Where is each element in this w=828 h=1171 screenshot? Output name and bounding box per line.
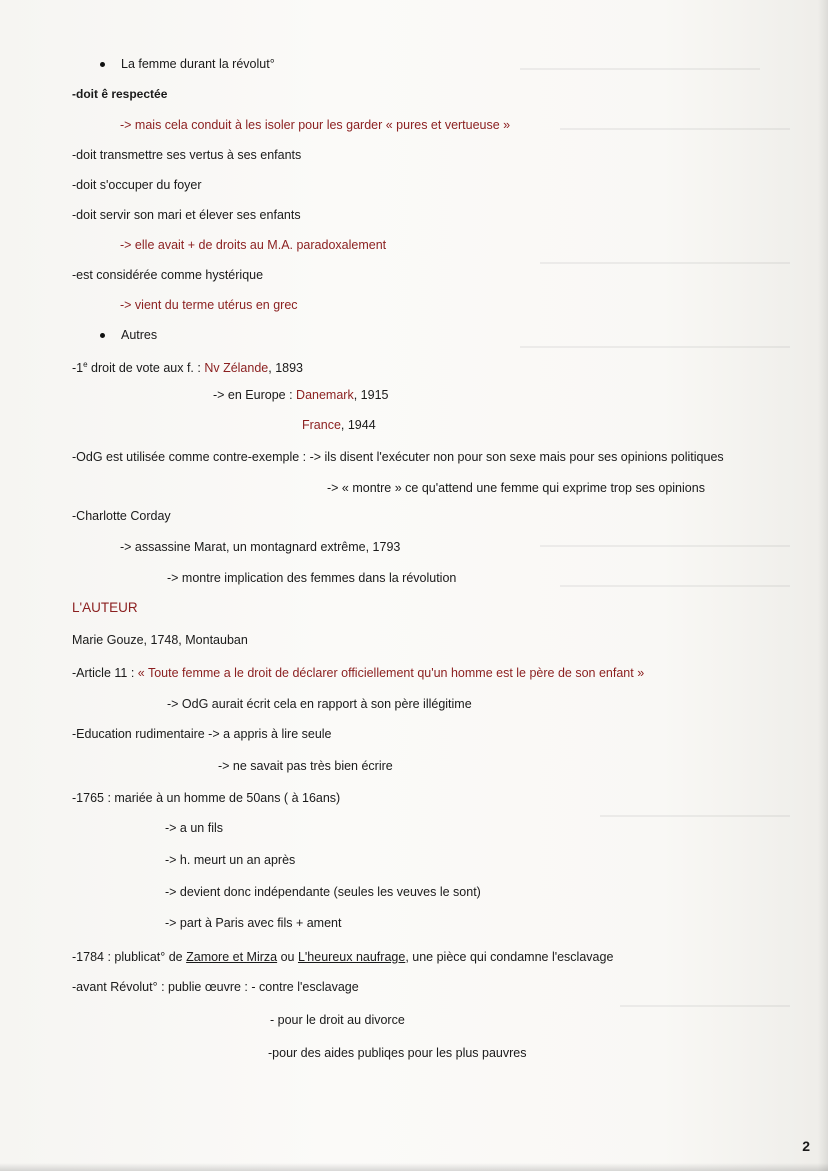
note-line: -doit servir son mari et élever ses enfants (72, 208, 301, 222)
note-line: -> devient donc indépendante (seules les veuves le sont) (165, 885, 481, 899)
work-title: L'heureux naufrage (297, 950, 406, 964)
note-line: -> mais cela conduit à les isoler pour les garder « pures et vertueuse » (120, 118, 511, 132)
page-number: 2 (802, 1138, 810, 1154)
text-span: ou (277, 950, 298, 964)
note-line: -> assassine Marat, un montagnard extrême, 1793 (120, 540, 401, 554)
superscript: e (83, 360, 88, 369)
note-line (72, 665, 644, 681)
bleed-through (620, 1005, 790, 1007)
section-heading-femme: La femme durant la révolut° (121, 57, 275, 71)
quote-text: « Toute femme a le droit de déclarer officiellement qu'un homme est le père de son enfant » (137, 666, 645, 680)
note-line: -doit s'occuper du foyer (72, 178, 202, 192)
text-span: -Article 11 : (72, 666, 138, 680)
text-span: droit de vote aux f. : (87, 361, 205, 376)
note-line: -> h. meurt un an après (165, 853, 296, 867)
text-span: -> en Europe : (213, 388, 297, 402)
note-line: - pour le droit au divorce (270, 1013, 405, 1027)
note-line: -> a un fils (165, 821, 224, 835)
section-heading-auteur: L'AUTEUR (72, 600, 138, 615)
work-title: Zamore et Mirza (186, 950, 278, 964)
note-line: -> elle avait + de droits au M.A. paradoxalement (120, 238, 387, 252)
note-line: -pour des aides publiqes pour les plus pauvres (268, 1046, 527, 1060)
paper-edge-shadow (818, 0, 828, 1171)
bleed-through (520, 68, 760, 70)
note-line: -OdG est utilisée comme contre-exemple : -> ils disent l'exécuter non pour son sexe mais pour ses opinions politiques (72, 450, 724, 464)
highlight-text: France (302, 418, 341, 432)
note-line: -doit transmettre ses vertus à ses enfants (72, 148, 302, 162)
note-line: -> part à Paris avec fils + ament (165, 916, 342, 930)
note-line: -est considérée comme hystérique (72, 268, 264, 282)
bleed-through (600, 815, 790, 817)
text-span: , 1944 (340, 418, 376, 432)
note-line: -doit ê respectée (72, 87, 168, 101)
note-line (72, 357, 303, 376)
paper-edge-shadow (0, 1163, 828, 1171)
bullet-icon (100, 333, 105, 338)
text-span: , une pièce qui condamne l'esclavage (405, 950, 614, 964)
highlight-text: Danemark (296, 388, 354, 402)
note-line: -> montre implication des femmes dans la révolution (167, 571, 457, 585)
text-span: -1784 : plublicat° de (72, 950, 187, 964)
note-line: -Education rudimentaire -> a appris à lire seule (72, 727, 332, 741)
bleed-through (540, 545, 790, 547)
note-line (302, 417, 376, 433)
bullet-icon (100, 62, 105, 67)
text-span: , 1893 (268, 361, 304, 376)
note-line (72, 949, 613, 965)
note-line: -avant Révolut° : publie œuvre : - contre l'esclavage (72, 980, 359, 994)
note-line: -> ne savait pas très bien écrire (218, 759, 393, 773)
bleed-through (560, 585, 790, 587)
note-line: -> vient du terme utérus en grec (120, 298, 298, 312)
text-span: -1 (72, 361, 84, 376)
note-line: -Charlotte Corday (72, 509, 171, 523)
bleed-through (520, 346, 790, 348)
note-line: Marie Gouze, 1748, Montauban (72, 633, 248, 647)
bleed-through (540, 262, 790, 264)
highlight-text: Nv Zélande (204, 361, 269, 376)
note-line: -1765 : mariée à un homme de 50ans ( à 16ans) (72, 791, 341, 805)
note-line: -> « montre » ce qu'attend une femme qui exprime trop ses opinions (327, 481, 705, 495)
bleed-through (560, 128, 790, 130)
note-line (213, 387, 388, 403)
note-line: -> OdG aurait écrit cela en rapport à son père illégitime (167, 697, 472, 711)
text-span: , 1915 (353, 388, 389, 402)
section-heading-autres: Autres (121, 328, 158, 342)
